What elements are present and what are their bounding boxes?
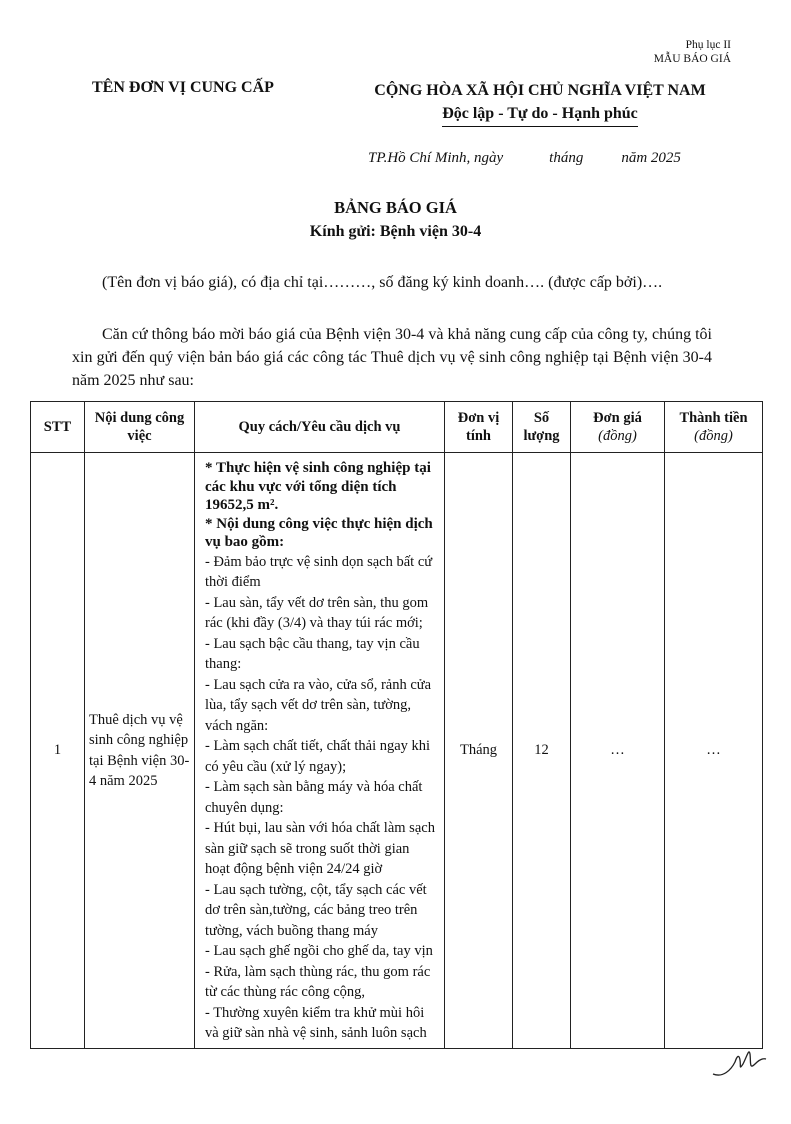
spec-item: - Hút bụi, lau sàn với hóa chất làm sạch sàn giữ sạch sẽ trong suốt thời gian hoạt động bệnh viện 24/24 giờ [205, 820, 435, 877]
document-title: BẢNG BÁO GIÁ [334, 198, 457, 217]
header-total-label: Thành tiền [679, 410, 748, 426]
date-place: TP.Hồ Chí Minh, ngày [368, 150, 504, 166]
date-month: tháng [549, 150, 584, 166]
row-stt: 1 [31, 453, 85, 1049]
spec-item: - Thường xuyên kiểm tra khử mùi hôi và giữ sàn nhà vệ sinh, sảnh luôn sạch [205, 1004, 427, 1041]
header-total-unit: (đồng) [694, 428, 733, 444]
row-unit: Tháng [445, 453, 513, 1049]
date-year: năm 2025 [621, 150, 681, 166]
header-price-label: Đơn giá [593, 410, 642, 426]
spec-item: - Lau sạch cửa ra vào, cửa sổ, rảnh cửa lùa, tẩy sạch vết dơ trên sàn, tường, vách ngăn: [205, 676, 432, 734]
row-spec [195, 453, 445, 1049]
header-spec: Quy cách/Yêu cầu dịch vụ [195, 402, 445, 453]
basis-text: Căn cứ thông báo mời báo giá của Bệnh viện 30-4 và khả năng cung cấp của công ty, chúng tôi xin gửi đến quý viện bản báo giá các công tác Thuê dịch vụ vệ sinh công nghiệp tại Bệnh viện 30-4 năm 2025 như sau: [72, 326, 712, 389]
header-total [665, 402, 763, 453]
spec-heading-scope: * Nội dung công việc thực hiện dịch vụ bao gồm: [205, 515, 433, 550]
spec-item: - Rửa, làm sạch thùng rác, thu gom rác từ các thùng rác công cộng, [205, 963, 431, 1000]
header-price-unit: (đồng) [598, 428, 637, 444]
table-row [31, 453, 763, 1049]
recipient-line: Kính gửi: Bệnh viện 30-4 [309, 223, 482, 240]
initials-signature [709, 1044, 769, 1082]
intro-paragraph [72, 271, 712, 294]
quotation-table [30, 401, 763, 1049]
country-name: CỘNG HÒA XÃ HỘI CHỦ NGHĨA VIỆT NAM [374, 82, 706, 99]
basis-paragraph [72, 323, 712, 392]
spec-item: - Làm sạch sàn bằng máy và hóa chất chuyên dụng: [205, 779, 423, 816]
header-unit: Đơn vị tính [445, 402, 513, 453]
row-total: … [665, 453, 763, 1049]
spec-heading-area: * Thực hiện vệ sinh công nghiệp tại các khu vực với tổng diện tích 19652,5 m². [205, 460, 431, 513]
row-price: … [571, 453, 665, 1049]
spec-item: - Lau sạch bậc cầu thang, tay vịn cầu thang: [205, 635, 420, 672]
row-qty: 12 [513, 453, 571, 1049]
header-qty: Số lượng [513, 402, 571, 453]
provider-name: TÊN ĐƠN VỊ CUNG CẤP [92, 79, 274, 96]
national-heading [350, 79, 730, 127]
header-stt: STT [31, 402, 85, 453]
appendix-number: Phụ lục II [685, 39, 731, 51]
header-price [571, 402, 665, 453]
spec-item: - Đảm bảo trực vệ sinh dọn sạch bất cứ thời điểm [205, 553, 433, 590]
form-name: MẪU BÁO GIÁ [653, 53, 731, 65]
spec-item: - Lau sàn, tẩy vết dơ trên sàn, thu gom rác (khi đầy (3/4) và thay túi rác mới; [205, 594, 429, 631]
spec-item: - Lau sạch ghế ngồi cho ghế da, tay vịn [205, 943, 433, 959]
row-content: Thuê dịch vụ vệ sinh công nghiệp tại Bệnh viện 30-4 năm 2025 [85, 453, 195, 1049]
dateline [368, 150, 681, 167]
appendix-label [654, 38, 731, 66]
national-motto: Độc lập - Tự do - Hạnh phúc [442, 102, 638, 127]
table-header-row [31, 402, 763, 453]
intro-text: (Tên đơn vị báo giá), có địa chỉ tại………, số đăng ký kinh doanh…. (được cấp bởi)…. [102, 274, 663, 291]
header-content: Nội dung công việc [85, 402, 195, 453]
spec-item-list [205, 552, 436, 1044]
spec-item: - Làm sạch chất tiết, chất thải ngay khi có yêu cầu (xử lý ngay); [205, 738, 431, 775]
spec-item: - Lau sạch tường, cột, tẩy sạch các vết dơ trên sàn,tường, các bảng treo trên tường, vách buồng thang máy [205, 881, 427, 939]
